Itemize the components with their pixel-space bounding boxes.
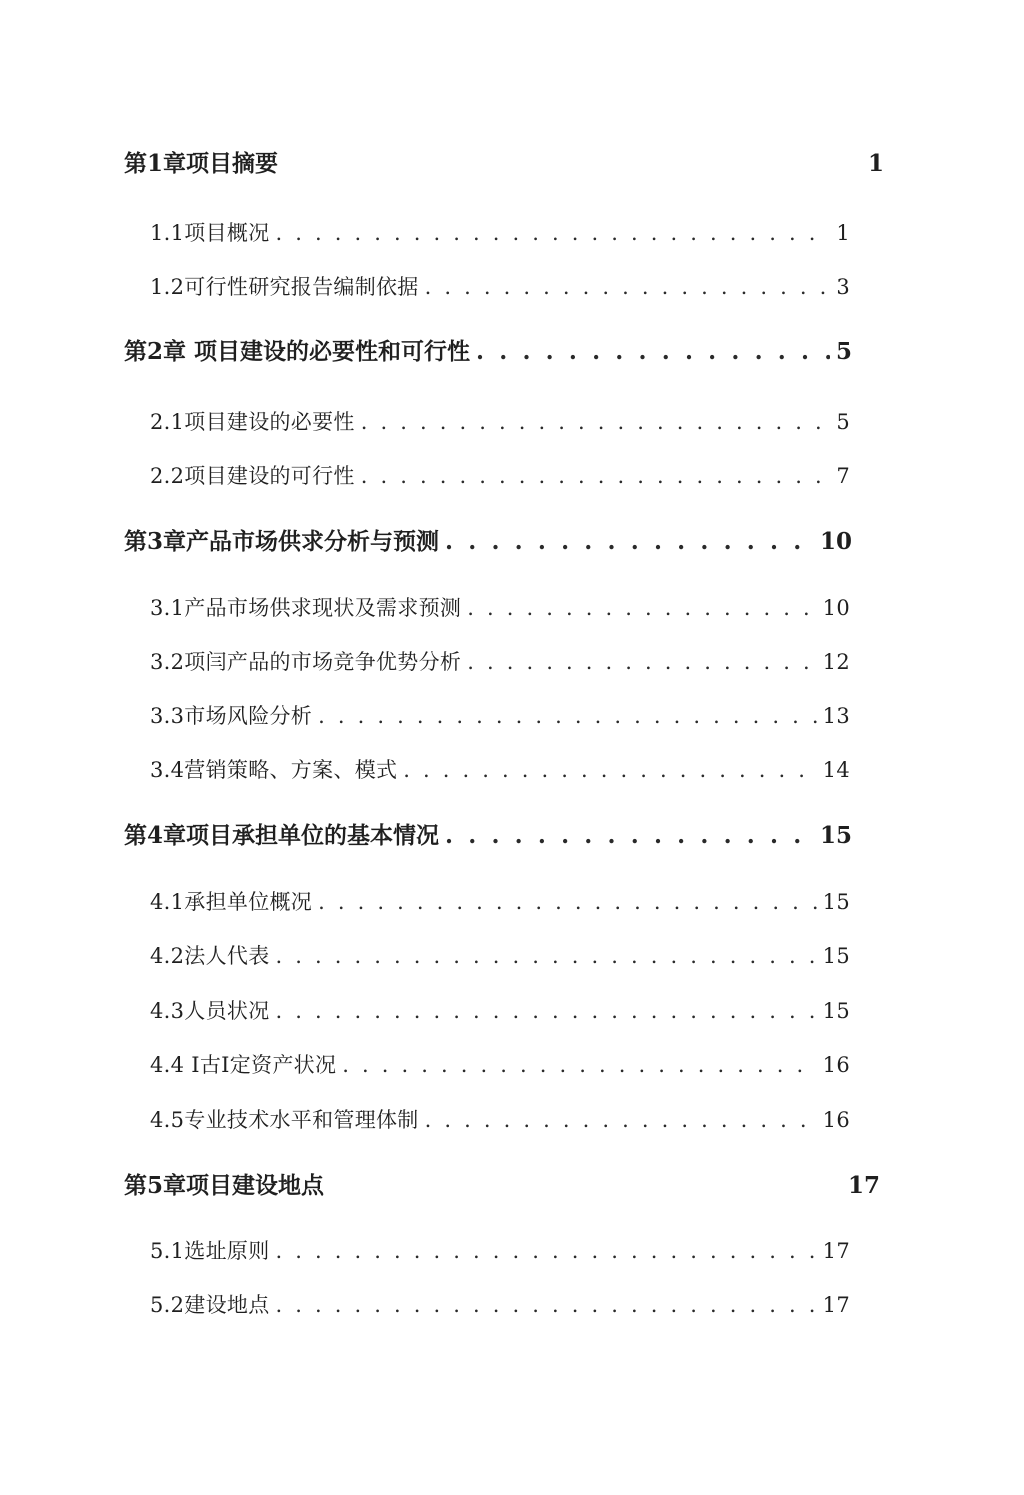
toc-entry-section-2-2[interactable] xyxy=(150,460,850,492)
toc-entry-section-2-1[interactable] xyxy=(150,406,850,438)
toc-entry-section-4-4[interactable] xyxy=(150,1049,850,1081)
toc-entry-label: 3.4营销策略、方案、模式 xyxy=(150,758,398,782)
toc-entry-section-4-5[interactable] xyxy=(150,1104,850,1136)
toc-entry-section-5-1[interactable] xyxy=(150,1235,850,1267)
toc-entry-leader xyxy=(276,1235,817,1267)
toc-entry-page: 1 xyxy=(836,221,850,245)
toc-entry-page: 15 xyxy=(822,890,850,914)
toc-entry-leader xyxy=(467,592,816,624)
toc-entry-page: 16 xyxy=(822,1108,850,1132)
toc-entry-leader xyxy=(342,1049,816,1081)
toc-entry-page: 15 xyxy=(822,944,850,968)
toc-entry-section-3-2[interactable] xyxy=(150,646,850,678)
toc-entry-label: 1.1项目概况 xyxy=(150,221,270,245)
toc-entry-page: 1 xyxy=(867,150,884,177)
toc-entry-chapter-1[interactable] xyxy=(124,148,884,180)
toc-entry-section-5-2[interactable] xyxy=(150,1289,850,1321)
toc-entry-label: 4.1承担单位概况 xyxy=(150,890,313,914)
toc-entry-leader xyxy=(276,1289,817,1321)
toc-entry-label: 2.2项目建设的可行性 xyxy=(150,464,355,488)
toc-entry-label: 第2章 项目建设的必要性和可行性 xyxy=(124,338,471,365)
toc-entry-label: 第1章项目摘要 xyxy=(124,150,279,177)
toc-entry-page: 7 xyxy=(836,464,850,488)
toc-entry-leader xyxy=(445,820,814,852)
toc-entry-label: 第3章产品市场供求分析与预测 xyxy=(124,528,440,555)
toc-entry-page: 5 xyxy=(836,410,850,434)
toc-entry-page: 5 xyxy=(835,338,852,365)
toc-entry-label: 3.2项闫产品的市场竞争优势分析 xyxy=(150,650,462,674)
toc-entry-label: 3.3市场风险分析 xyxy=(150,704,313,728)
toc-entry-leader xyxy=(276,217,831,249)
toc-entry-label: 5.2建设地点 xyxy=(150,1293,270,1317)
toc-entry-section-3-3[interactable] xyxy=(150,700,850,732)
toc-entry-label: 4.2法人代表 xyxy=(150,944,270,968)
toc-entry-page: 14 xyxy=(822,758,850,782)
toc-entry-chapter-4[interactable] xyxy=(124,820,852,852)
toc-entry-label: 4.3人员状况 xyxy=(150,999,270,1023)
toc-entry-label: 1.2可行性研究报告编制依据 xyxy=(150,275,419,299)
toc-entry-section-4-2[interactable] xyxy=(150,940,850,972)
toc-entry-label: 第5章项目建设地点 xyxy=(124,1172,325,1199)
toc-entry-section-1-2[interactable] xyxy=(150,271,850,303)
toc-entry-leader xyxy=(445,526,814,558)
toc-entry-leader xyxy=(425,1104,817,1136)
toc-entry-page: 17 xyxy=(822,1239,850,1263)
toc-entry-leader xyxy=(467,646,816,678)
toc-entry-label: 3.1产品市场供求现状及需求预测 xyxy=(150,596,462,620)
toc-entry-chapter-3[interactable] xyxy=(124,526,852,558)
toc-entry-page: 10 xyxy=(822,596,850,620)
toc-entry-label: 5.1选址原则 xyxy=(150,1239,270,1263)
toc-entry-leader xyxy=(361,406,831,438)
toc-entry-page: 10 xyxy=(819,528,852,555)
toc-entry-label: 2.1项目建设的必要性 xyxy=(150,410,355,434)
toc-entry-label: 4.4 I古I定资产状况 xyxy=(150,1053,337,1077)
toc-entry-label: 第4章项目承担单位的基本情况 xyxy=(124,822,440,849)
toc-entry-chapter-5[interactable] xyxy=(124,1170,880,1202)
toc-entry-page: 17 xyxy=(822,1293,850,1317)
toc-entry-leader xyxy=(403,754,816,786)
toc-entry-page: 15 xyxy=(819,822,852,849)
toc-entry-chapter-2[interactable] xyxy=(124,336,852,368)
toc-entry-section-4-1[interactable] xyxy=(150,886,850,918)
toc-entry-leader xyxy=(361,460,831,492)
toc-entry-leader xyxy=(276,995,817,1027)
toc-entry-leader xyxy=(276,940,817,972)
toc-entry-page: 16 xyxy=(822,1053,850,1077)
toc-entry-leader xyxy=(476,336,830,368)
toc-entry-page: 12 xyxy=(822,650,850,674)
toc-entry-section-1-1[interactable] xyxy=(150,217,850,249)
toc-entry-section-3-4[interactable] xyxy=(150,754,850,786)
toc-entry-section-4-3[interactable] xyxy=(150,995,850,1027)
toc-entry-section-3-1[interactable] xyxy=(150,592,850,624)
toc-entry-leader xyxy=(318,700,817,732)
toc-entry-page: 13 xyxy=(822,704,850,728)
toc-entry-page: 15 xyxy=(822,999,850,1023)
toc-entry-label: 4.5专业技术水平和管理体制 xyxy=(150,1108,419,1132)
toc-entry-page: 3 xyxy=(836,275,850,299)
toc-entry-page: 17 xyxy=(847,1172,880,1199)
toc-entry-leader xyxy=(425,271,831,303)
toc-entry-leader xyxy=(318,886,817,918)
